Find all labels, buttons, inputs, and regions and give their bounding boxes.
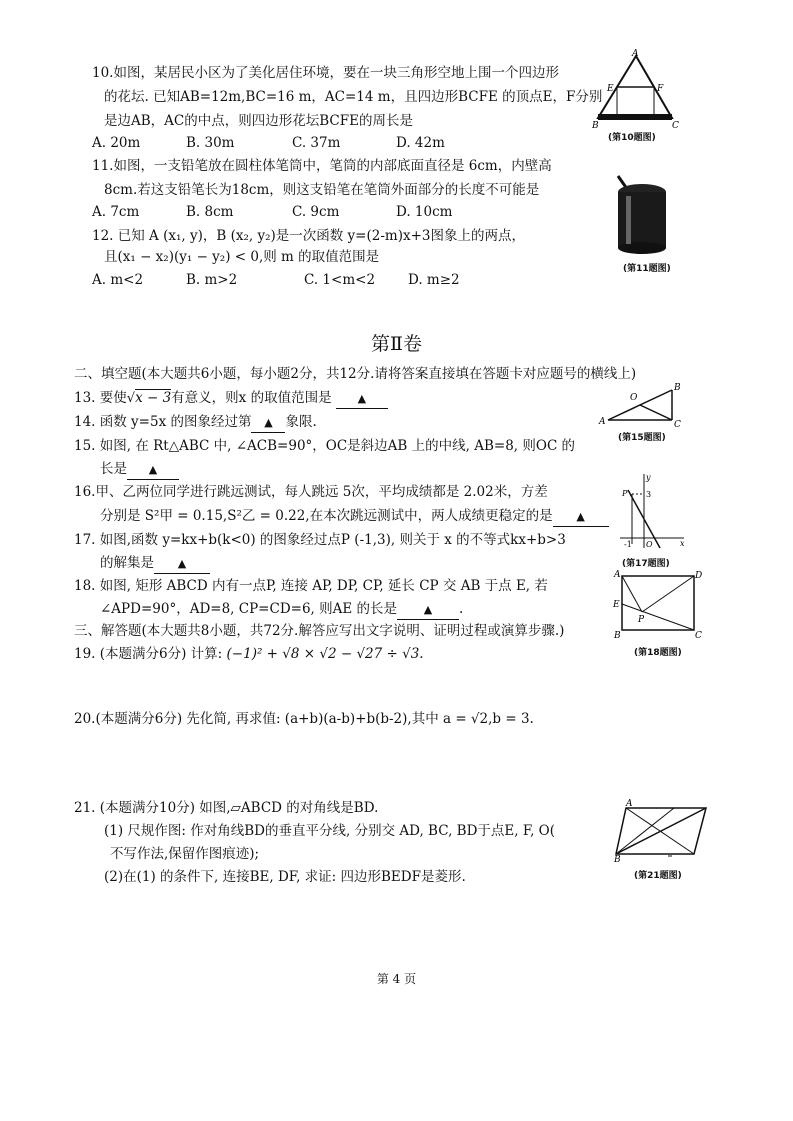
q19-expression: (−1)² + √8 × √2 − √27 ÷ √3. xyxy=(226,646,424,662)
q11-option-d: D. 10cm xyxy=(396,204,453,220)
q11-option-c: C. 9cm xyxy=(292,204,340,220)
q18-label-a: A xyxy=(614,570,621,580)
q18-label-c: C xyxy=(695,631,702,641)
q16-answer-blank[interactable] xyxy=(553,507,609,527)
q18-figure xyxy=(612,568,703,641)
q12-option-d: D. m≥2 xyxy=(408,272,460,288)
q17-line1: 17. 如图,函数 y=kx+b(k<0) 的图象经过点P (-1,3), 则关于 x 的不等式kx+b>3 xyxy=(74,532,566,548)
q17-label-neg1: -1 xyxy=(624,540,632,549)
q21-caption: (第21题图) xyxy=(634,871,682,881)
q12-options xyxy=(92,271,460,289)
part2-header: 二、填空题(本大题共6小题，每小题2分，共12分.请将答案直接填在答题卡对应题号的横线上) xyxy=(74,366,637,382)
q10-label-e: E xyxy=(607,84,614,94)
q13-radical: x − 3 xyxy=(135,390,172,406)
sqrt-icon: √ xyxy=(126,391,136,406)
q17-label-y: y xyxy=(646,473,651,482)
q18-line2-wrap: ∠APD=90°，AD=8, CP=CD=6, 则AE 的长是 ▲ . xyxy=(100,600,463,620)
q21-figure xyxy=(614,798,710,865)
q10-line1: 10.如图，某居民小区为了美化居住环境，要在一块三角形空地上围一个四边形 xyxy=(92,65,559,81)
q21-label-b: B xyxy=(614,855,621,865)
q10-options xyxy=(92,134,445,152)
q18-label-e: E xyxy=(613,600,620,610)
q11-option-a: A. 7cm xyxy=(92,204,140,220)
q14-answer-blank[interactable] xyxy=(251,413,285,433)
q11-option-b: B. 8cm xyxy=(186,204,234,220)
q13-post: 有意义，则x 的取值范围是 xyxy=(171,390,332,406)
q15-label-c: C xyxy=(674,420,681,430)
q18-line2: ∠APD=90°，AD=8, CP=CD=6, 则AE 的长是 xyxy=(100,601,398,617)
q12-option-c: C. 1<m<2 xyxy=(304,272,376,288)
q10-option-d: D. 42m xyxy=(396,135,445,151)
q21-line2: (1) 尺规作图: 作对角线BD的垂直平分线, 分别交 AD, BC, BD于点E, F, O( xyxy=(104,823,556,839)
q15-caption: (第15题图) xyxy=(618,433,666,443)
q21-line3: 不写作法,保留作图痕迹); xyxy=(110,846,260,862)
q17-caption: (第17题图) xyxy=(622,559,670,569)
q15-figure xyxy=(598,384,688,428)
q18-label-p: P xyxy=(638,615,645,625)
part3-header: 三、解答题(本大题共8小题，共72分.解答应写出文字说明、证明过程或演算步骤.) xyxy=(74,623,565,639)
q15-line2: 长是 xyxy=(100,461,127,477)
q10-label-a: A xyxy=(632,49,639,59)
q11-line1: 11.如图，一支铅笔放在圆柱体笔筒中，笔筒的内部底面直径是 6cm，内壁高 xyxy=(92,158,552,174)
q14-line xyxy=(74,413,317,433)
q10-label-c: C xyxy=(672,121,679,131)
q15-label-b: B xyxy=(674,383,681,393)
q16-line2-wrap xyxy=(100,507,609,527)
q10-figure xyxy=(590,48,680,131)
q17-label-p: P xyxy=(622,489,628,498)
q19-pre: 19. (本题满分6分) 计算: xyxy=(74,646,223,662)
q14-post: 象限. xyxy=(285,414,317,430)
q17-line2-wrap xyxy=(100,554,210,574)
q21-label-a: A xyxy=(626,799,633,809)
q15-answer-blank[interactable] xyxy=(127,460,179,480)
q18-line1: 18. 如图, 矩形 ABCD 内有一点P, 连接 AP, DP, CP, 延长 CP 交 AB 于点 E, 若 xyxy=(74,578,548,594)
triangle-icon: ▲ xyxy=(148,463,158,476)
q17-label-x: x xyxy=(680,539,685,548)
q13-pre: 13. 要使 xyxy=(74,390,127,406)
q11-caption: (第11题图) xyxy=(623,264,671,274)
q13-line xyxy=(74,389,388,409)
q17-line2: 的解集是 xyxy=(100,555,154,571)
q11-options xyxy=(92,203,452,221)
q17-label-3: 3 xyxy=(646,490,652,499)
q18-label-d: D xyxy=(695,571,703,581)
q10-label-f: F xyxy=(657,84,664,94)
q15-line2-wrap xyxy=(100,460,179,480)
q12-line1: 12. 已知 A (x₁, y)，B (x₂, y₂)是一次函数 y=(2-m)x+3图象上的两点， xyxy=(92,228,525,244)
q10-option-b: B. 30m xyxy=(186,135,235,151)
q19-line xyxy=(74,645,424,663)
q17-label-o: O xyxy=(646,540,653,549)
q17-answer-blank[interactable] xyxy=(154,554,210,574)
q15-label-a: A xyxy=(599,417,606,427)
q16-line2: 分别是 S²甲 = 0.15,S²乙 = 0.22,在本次跳远测试中，两人成绩更稳定的是 xyxy=(100,508,553,524)
q10-label-b: B xyxy=(592,121,599,131)
q14-pre: 14. 函数 y=5x 的图象经过第 xyxy=(74,414,252,430)
triangle-icon: ▲ xyxy=(576,510,585,523)
q10-caption: (第10题图) xyxy=(608,133,656,143)
q10-option-a: A. 20m xyxy=(92,135,141,151)
triangle-icon: ▲ xyxy=(177,557,187,570)
q18-label-b: B xyxy=(614,631,621,641)
q15-line1: 15. 如图, 在 Rt△ABC 中, ∠ACB=90°，OC是斜边AB 上的中线, AB=8, 则OC 的 xyxy=(74,438,576,454)
q12-option-b: B. m>2 xyxy=(186,272,238,288)
q21-line4: (2)在(1) 的条件下, 连接BE, DF, 求证: 四边形BEDF是菱形. xyxy=(104,869,466,885)
q20-line: 20.(本题满分6分) 先化简, 再求值: (a+b)(a-b)+b(b-2),其中 a = √2,b = 3. xyxy=(74,711,534,727)
triangle-icon: ▲ xyxy=(264,416,273,429)
q10-option-c: C. 37m xyxy=(292,135,341,151)
q18-caption: (第18题图) xyxy=(634,648,682,658)
q16-line1: 16.甲、乙两位同学进行跳远测试，每人跳远 5次，平均成绩都是 2.02米，方差 xyxy=(74,484,548,500)
q12-option-a: A. m<2 xyxy=(92,272,144,288)
triangle-icon: ▲ xyxy=(357,392,367,405)
q10-line3: 是边AB，AC的中点，则四边形花坛BCFE的周长是 xyxy=(104,113,413,129)
q10-line2: 的花坛. 已知AB=12m,BC=16 m，AC=14 m，且四边形BCFE 的顶点E，F分别 xyxy=(104,89,603,105)
q17-figure xyxy=(618,472,688,552)
q15-label-o: O xyxy=(630,393,638,403)
q11-figure xyxy=(610,172,672,256)
q11-line2: 8cm.若这支铅笔长为18cm，则这支铅笔在笔筒外面部分的长度不可能是 xyxy=(104,182,540,198)
q21-line1: 21. (本题满分10分) 如图,▱ABCD 的对角线是BD. xyxy=(74,800,379,816)
page-footer: 第 4 页 xyxy=(376,972,417,986)
q18-answer-blank[interactable] xyxy=(397,600,459,620)
section-title: 第Ⅱ卷 xyxy=(371,333,422,355)
q13-answer-blank[interactable] xyxy=(336,389,388,409)
q12-line2: 且(x₁ − x₂)(y₁ − y₂) < 0,则 m 的取值范围是 xyxy=(104,249,380,265)
triangle-icon: ▲ xyxy=(423,603,433,616)
